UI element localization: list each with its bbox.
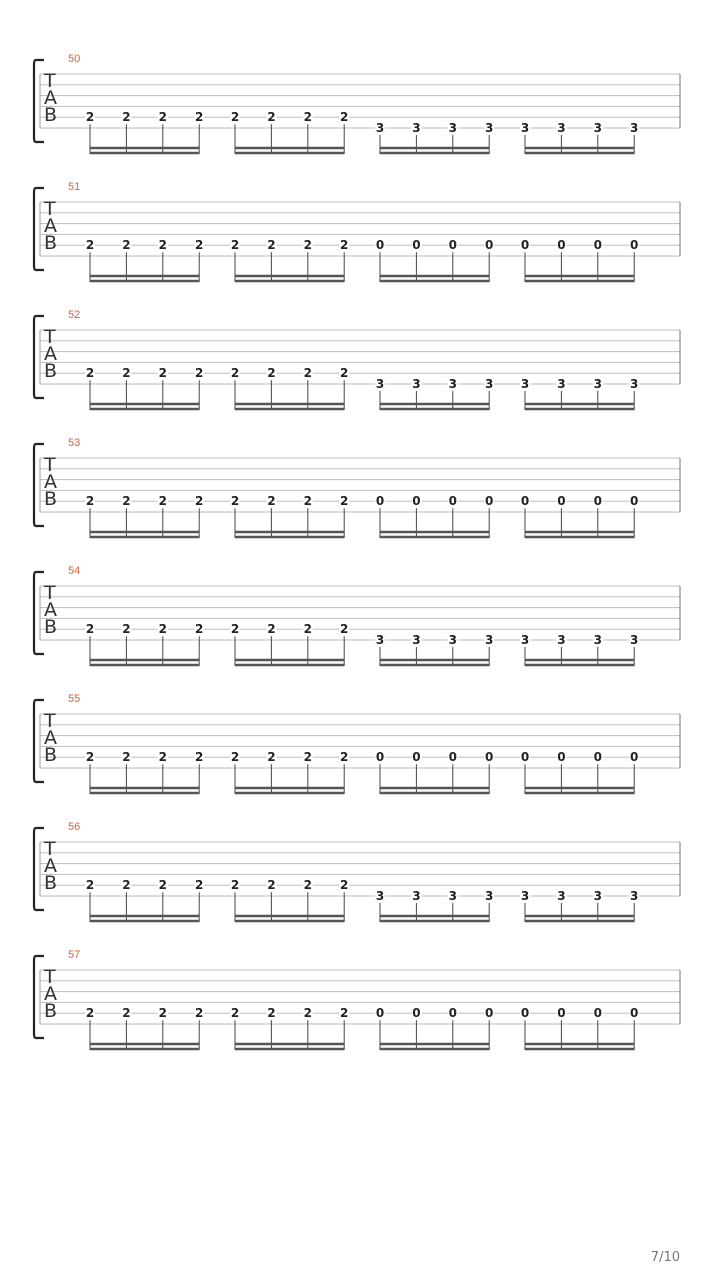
measure-number: 56 (68, 821, 81, 833)
fret-number: 2 (340, 110, 349, 125)
fret-number: 0 (485, 1006, 494, 1021)
fret-number: 2 (158, 878, 167, 893)
fret-number: 2 (195, 494, 204, 509)
staff-system (34, 565, 680, 666)
fret-number: 2 (340, 1006, 349, 1021)
fret-number: 2 (158, 366, 167, 381)
fret-number: 3 (448, 377, 457, 391)
staff-system (34, 693, 680, 794)
fret-number: 2 (303, 878, 312, 893)
fret-number: 3 (375, 121, 385, 135)
tab-clef-letter: B (44, 616, 58, 638)
fret-number: 2 (267, 750, 276, 765)
fret-number: 0 (557, 750, 566, 765)
fret-number: 0 (485, 238, 494, 253)
staff-brace (34, 188, 44, 270)
tab-clef-letter: T (44, 710, 56, 732)
staff-system (34, 309, 680, 410)
fret-number: 3 (557, 377, 566, 391)
fret-number: 2 (158, 750, 167, 765)
fret-number: 2 (230, 110, 240, 125)
measure-number: 53 (68, 437, 81, 449)
fret-number: 0 (630, 750, 639, 765)
tab-clef-letter: T (44, 198, 56, 220)
fret-number: 3 (630, 633, 639, 647)
fret-number: 2 (230, 750, 240, 765)
fret-number: 2 (85, 622, 95, 637)
fret-number: 3 (485, 633, 494, 647)
fret-number: 2 (303, 494, 312, 509)
fret-number: 3 (375, 889, 385, 903)
fret-number: 3 (412, 889, 421, 903)
fret-number: 2 (195, 622, 204, 637)
fret-number: 3 (412, 633, 421, 647)
fret-number: 3 (448, 121, 457, 135)
fret-number: 2 (85, 494, 95, 509)
fret-number: 3 (593, 633, 602, 647)
fret-number: 2 (267, 1006, 276, 1021)
fret-number: 2 (158, 110, 167, 125)
tab-clef-letter: T (44, 70, 56, 92)
staff-brace (34, 956, 44, 1038)
fret-number: 2 (122, 238, 131, 253)
fret-number: 0 (520, 238, 530, 253)
fret-number: 3 (593, 377, 602, 391)
fret-number: 3 (448, 889, 457, 903)
fret-number: 2 (195, 878, 204, 893)
fret-number: 3 (520, 889, 530, 903)
staff-brace (34, 444, 44, 526)
fret-number: 0 (520, 494, 530, 509)
fret-number: 2 (340, 366, 349, 381)
tab-clef-letter: T (44, 454, 56, 476)
fret-number: 0 (593, 494, 602, 509)
staff-system (34, 949, 680, 1050)
fret-number: 2 (303, 238, 312, 253)
fret-number: 2 (230, 494, 240, 509)
fret-number: 0 (557, 238, 566, 253)
measure-number: 50 (68, 53, 81, 65)
fret-number: 0 (375, 1006, 385, 1021)
fret-number: 2 (303, 366, 312, 381)
fret-number: 3 (412, 121, 421, 135)
tab-clef-letter: A (44, 471, 57, 493)
tab-clef-letter: B (44, 744, 58, 766)
measure-number: 51 (68, 181, 81, 193)
fret-number: 3 (448, 633, 457, 647)
fret-number: 0 (412, 238, 421, 253)
tab-clef-letter: B (44, 360, 58, 382)
tab-clef-letter: T (44, 326, 56, 348)
fret-number: 0 (630, 494, 639, 509)
fret-number: 2 (158, 1006, 167, 1021)
fret-number: 0 (448, 494, 457, 509)
staff-brace (34, 572, 44, 654)
fret-number: 0 (593, 1006, 602, 1021)
fret-number: 2 (85, 238, 95, 253)
fret-number: 0 (593, 750, 602, 765)
fret-number: 2 (267, 110, 276, 125)
tab-clef-letter: B (44, 104, 58, 126)
fret-number: 2 (85, 110, 95, 125)
tab-clef-letter: A (44, 983, 57, 1005)
fret-number: 2 (158, 238, 167, 253)
fret-number: 0 (593, 238, 602, 253)
fret-number: 2 (195, 110, 204, 125)
fret-number: 2 (267, 878, 276, 893)
fret-number: 2 (158, 622, 167, 637)
fret-number: 3 (593, 121, 602, 135)
fret-number: 2 (122, 494, 131, 509)
fret-number: 2 (195, 366, 204, 381)
fret-number: 0 (448, 1006, 457, 1021)
fret-number: 2 (267, 622, 276, 637)
fret-number: 2 (195, 238, 204, 253)
tab-clef-letter: A (44, 87, 57, 109)
staff-system (34, 821, 680, 922)
fret-number: 0 (448, 750, 457, 765)
fret-number: 3 (375, 633, 385, 647)
fret-number: 3 (520, 121, 530, 135)
tab-clef-letter: B (44, 488, 58, 510)
fret-number: 2 (230, 238, 240, 253)
fret-number: 2 (122, 878, 131, 893)
fret-number: 3 (630, 121, 639, 135)
fret-number: 0 (375, 750, 385, 765)
fret-number: 2 (85, 750, 95, 765)
fret-number: 0 (412, 1006, 421, 1021)
fret-number: 2 (340, 622, 349, 637)
fret-number: 2 (122, 750, 131, 765)
fret-number: 2 (85, 366, 95, 381)
staff-system (34, 437, 680, 538)
fret-number: 2 (122, 110, 131, 125)
fret-number: 2 (303, 110, 312, 125)
fret-number: 3 (375, 377, 385, 391)
staff-system (34, 53, 680, 154)
fret-number: 2 (195, 750, 204, 765)
fret-number: 0 (485, 494, 494, 509)
tab-clef-letter: T (44, 966, 56, 988)
fret-number: 3 (520, 633, 530, 647)
fret-number: 0 (630, 1006, 639, 1021)
tab-clef-letter: A (44, 855, 57, 877)
fret-number: 3 (630, 377, 639, 391)
fret-number: 0 (520, 1006, 530, 1021)
tab-clef-letter: A (44, 727, 57, 749)
fret-number: 0 (630, 238, 639, 253)
staff-brace (34, 60, 44, 142)
fret-number: 2 (230, 1006, 240, 1021)
fret-number: 3 (485, 377, 494, 391)
fret-number: 2 (267, 366, 276, 381)
fret-number: 0 (375, 494, 385, 509)
fret-number: 3 (485, 889, 494, 903)
fret-number: 0 (520, 750, 530, 765)
tab-clef-letter: B (44, 232, 58, 254)
fret-number: 0 (412, 750, 421, 765)
staff-system (34, 181, 680, 282)
tab-clef-letter: B (44, 872, 58, 894)
fret-number: 2 (340, 238, 349, 253)
fret-number: 2 (85, 1006, 95, 1021)
fret-number: 3 (593, 889, 602, 903)
tab-clef-letter: A (44, 343, 57, 365)
measure-number: 54 (68, 565, 81, 577)
fret-number: 2 (230, 366, 240, 381)
measure-number: 57 (68, 949, 81, 961)
fret-number: 0 (557, 494, 566, 509)
fret-number: 2 (85, 878, 95, 893)
fret-number: 2 (340, 878, 349, 893)
tab-clef-letter: A (44, 215, 57, 237)
tab-clef-letter: B (44, 1000, 58, 1022)
fret-number: 0 (448, 238, 457, 253)
fret-number: 2 (122, 366, 131, 381)
fret-number: 3 (412, 377, 421, 391)
fret-number: 2 (122, 622, 131, 637)
fret-number: 3 (520, 377, 530, 391)
fret-number: 0 (557, 1006, 566, 1021)
staff-brace (34, 700, 44, 782)
fret-number: 3 (630, 889, 639, 903)
tab-clef-letter: T (44, 582, 56, 604)
fret-number: 0 (412, 494, 421, 509)
fret-number: 2 (303, 1006, 312, 1021)
fret-number: 2 (230, 622, 240, 637)
tab-clef-letter: A (44, 599, 57, 621)
fret-number: 2 (267, 494, 276, 509)
fret-number: 2 (340, 494, 349, 509)
staff-brace (34, 828, 44, 910)
fret-number: 3 (557, 121, 566, 135)
fret-number: 2 (303, 622, 312, 637)
page-number: 7/10 (650, 1250, 680, 1265)
fret-number: 2 (122, 1006, 131, 1021)
fret-number: 2 (158, 494, 167, 509)
fret-number: 2 (230, 878, 240, 893)
fret-number: 0 (485, 750, 494, 765)
fret-number: 3 (485, 121, 494, 135)
fret-number: 2 (303, 750, 312, 765)
tab-clef-letter: T (44, 838, 56, 860)
fret-number: 2 (195, 1006, 204, 1021)
staff-brace (34, 316, 44, 398)
fret-number: 2 (340, 750, 349, 765)
fret-number: 3 (557, 889, 566, 903)
measure-number: 55 (68, 693, 81, 705)
fret-number: 3 (557, 633, 566, 647)
measure-number: 52 (68, 309, 81, 321)
fret-number: 0 (375, 238, 385, 253)
fret-number: 2 (267, 238, 276, 253)
